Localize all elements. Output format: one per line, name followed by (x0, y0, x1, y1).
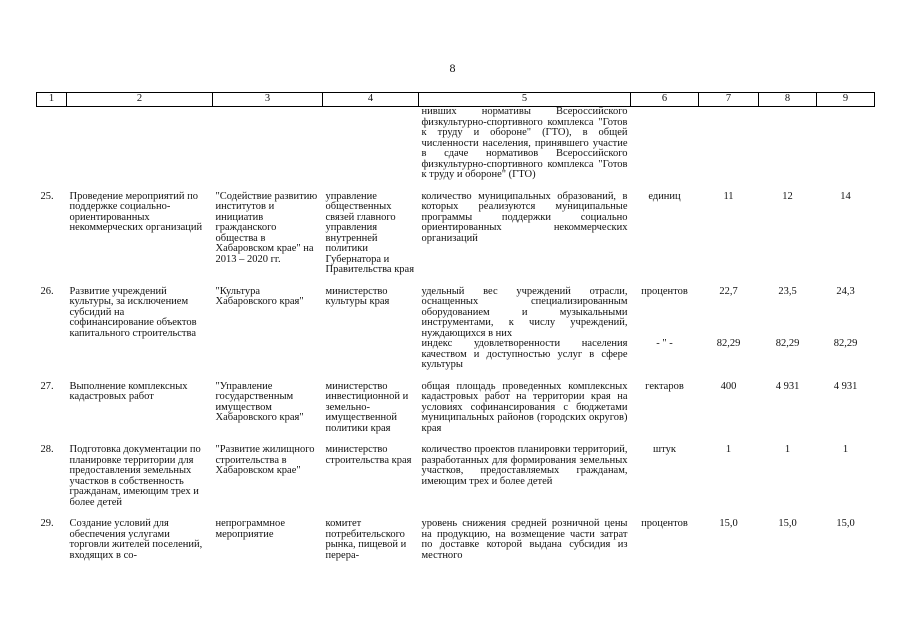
col-header: 9 (817, 93, 875, 107)
value-cell: 1 (725, 444, 732, 455)
col-header: 8 (759, 93, 817, 107)
indicator-cell: удельный вес учреждений отрасли, оснащенных специализированным оборудованием и музыкальными инструментами, к числу учреждений, нуждающихся в них (421, 285, 628, 339)
value-cell: 15,0 (719, 518, 738, 529)
col-header: 4 (323, 93, 419, 107)
table-row (37, 287, 875, 340)
value-cell: 400 (720, 380, 737, 392)
row-number: 29. (40, 518, 54, 529)
col-header: 6 (631, 93, 699, 107)
col-header: 2 (67, 93, 213, 107)
table-row (37, 519, 875, 561)
col-header: 7 (699, 93, 759, 107)
value-cell: 82,29 (716, 338, 741, 349)
value-cell: 4 931 (833, 380, 858, 392)
event-cell: Создание условий для обеспечения услугами торговли жителей поселений, входящих в со- (69, 518, 203, 561)
event-cell: Выполнение комплексных кадастровых работ (69, 380, 188, 402)
col-header: 5 (419, 93, 631, 107)
table-row-continuation (37, 107, 875, 181)
unit-cell: процентов (641, 518, 688, 529)
col-header: 3 (213, 93, 323, 107)
value-cell: 82,29 (775, 338, 800, 349)
executor-cell: управление общественных связей главного управления внутренней политики Губернатора и Правительства края (325, 190, 415, 275)
indicator-cell: нивших нормативы Всероссийского физкультурно-спортивного комплекса "Готов к труду и обороне" (ГТО), в общей численности населения, принявшего участие в сдаче нормативов Всероссийского физкультурно-спортивного комплекса "Готов к труду и обороне" (ГТО) (421, 106, 628, 180)
row-number: 27. (40, 380, 54, 392)
unit-cell: гектаров (645, 380, 684, 392)
indicator-cell: уровень снижения средней розничной цены на продукцию, на возмещение части затрат по доставке которой выдана субсидия из местного (421, 518, 628, 561)
executor-cell: министерство строительства края (325, 444, 412, 466)
table-row (37, 192, 875, 276)
row-number: 25. (40, 190, 54, 202)
indicator-cell: количество проектов планировки территорий, разработанных для формирования земельных участков, предоставляемых гражданам, имеющим трех и более детей (421, 444, 628, 487)
row-number: 26. (40, 285, 54, 297)
value-cell: 1 (842, 444, 849, 455)
col-header: 1 (37, 93, 67, 107)
event-cell: Подготовка документации по планировке территории для предоставления земельных участков в собственность гражданам, имеющим трех и более детей (69, 444, 201, 508)
value-cell: 82,29 (833, 338, 858, 349)
unit-cell: единиц (648, 190, 681, 202)
event-cell: Развитие учреждений культуры, за исключением субсидий на софинансирование объектов капитального строительства (69, 285, 197, 339)
program-cell: непрограммное мероприятие (215, 518, 286, 540)
table-row (37, 445, 875, 508)
program-cell: "Содействие развитию институтов и инициатив гражданского общества в Хабаровском крае" на 2013 – 2020 гг. (215, 190, 318, 265)
indicator-cell: количество муниципальных образований, в которых реализуются муниципальные программы поддержки социально ориентированных некоммерческих организаций (421, 190, 628, 244)
indicators-table (36, 92, 875, 561)
value-cell: 14 (840, 190, 851, 202)
unit-cell: процентов (641, 285, 688, 297)
value-cell: 15,0 (778, 518, 797, 529)
value-cell: 24,3 (836, 285, 855, 297)
program-cell: "Развитие жилищного строительства в Хабаровском крае" (215, 444, 315, 476)
unit-cell: штук (653, 444, 676, 455)
value-cell: 1 (784, 444, 791, 455)
value-cell: 4 931 (775, 380, 800, 392)
executor-cell: министерство инвестиционной и земельно-имущественной политики края (325, 380, 409, 434)
page-number: 8 (449, 61, 456, 75)
row-number: 28. (40, 444, 54, 455)
program-cell: "Культура Хабаровского края" (215, 285, 304, 307)
value-cell: 11 (723, 190, 734, 202)
program-cell: "Управление государственным имуществом Хабаровского края" (215, 380, 304, 423)
value-cell: 22,7 (719, 285, 738, 297)
table-header-row (37, 93, 875, 107)
executor-cell: комитет потребительского рынка, пищевой и перера- (325, 518, 407, 561)
table-row (37, 382, 875, 435)
event-cell: Проведение мероприятий по поддержке социально-ориентированных некоммерческих организаций (69, 190, 203, 233)
value-cell: 15,0 (836, 518, 855, 529)
unit-cell: - " - (656, 338, 673, 349)
value-cell: 23,5 (778, 285, 797, 297)
indicator-cell: индекс удовлетворенности населения качеством и доступностью услуг в сфере культуры (421, 338, 628, 370)
value-cell: 12 (782, 190, 793, 202)
indicator-cell: общая площадь проведенных комплексных кадастровых работ на территории края на условиях софинансирования с бюджетами муниципальных районов (городских округов) края (421, 380, 628, 434)
executor-cell: министерство культуры края (325, 285, 390, 307)
